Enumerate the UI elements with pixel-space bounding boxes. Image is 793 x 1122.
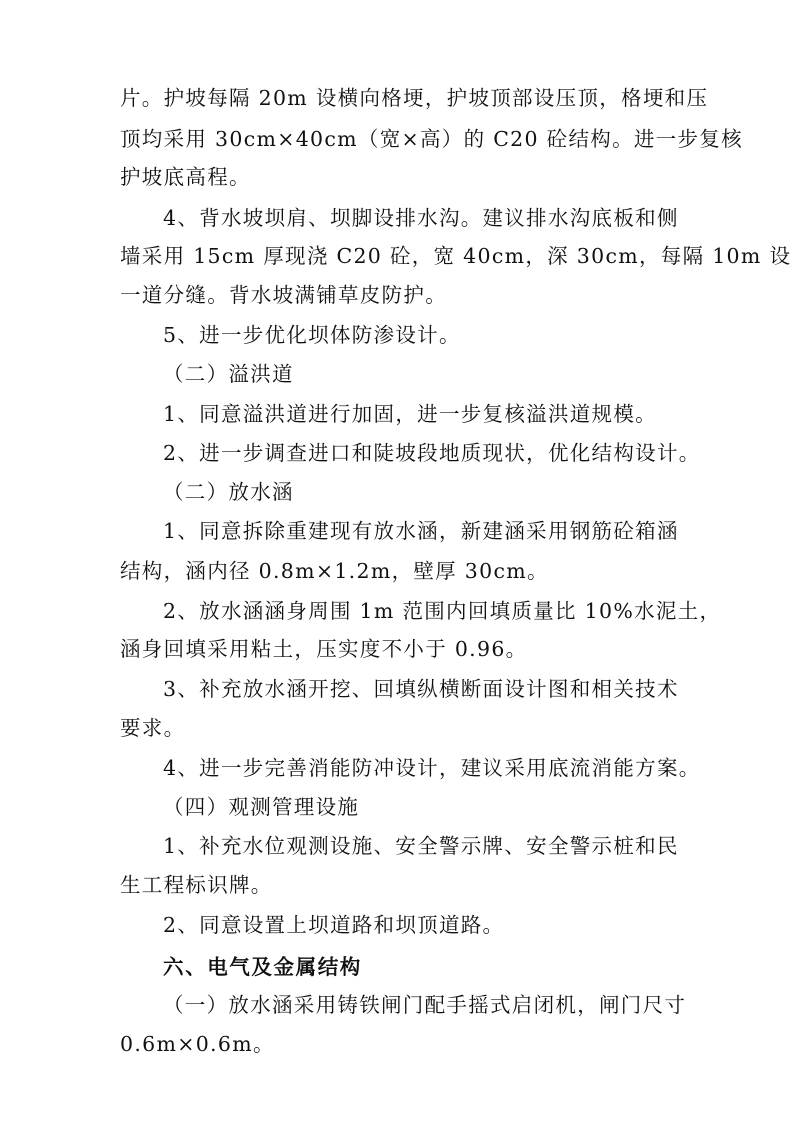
text-line: 5、进一步优化坝体防渗设计。 [163, 323, 461, 347]
text-line: 结构，涵内径 0.8m×1.2m，壁厚 30cm。 [120, 559, 549, 583]
text-line: 要求。 [120, 716, 186, 740]
text-line: 1、同意溢洪道进行加固，进一步复核溢洪道规模。 [163, 402, 657, 426]
text-line: 片。护坡每隔 20m 设横向格埂，护坡顶部设压顶，格埂和压 [120, 86, 709, 110]
text-line: 一道分缝。背水坡满铺草皮防护。 [120, 283, 447, 307]
text-line: 4、背水坡坝肩、坝脚设排水沟。建议排水沟底板和侧 [163, 206, 679, 230]
text-line: 4、进一步完善消能防冲设计，建议采用底流消能方案。 [163, 756, 701, 780]
text-line: 2、进一步调查进口和陡坡段地质现状，优化结构设计。 [163, 441, 701, 465]
section-heading: （二）溢洪道 [163, 362, 294, 386]
section-heading: （二）放水涵 [163, 480, 294, 504]
text-line: 1、同意拆除重建现有放水涵，新建涵采用钢筋砼箱涵 [163, 519, 679, 543]
section-heading: （四）观测管理设施 [163, 795, 360, 819]
text-line: （一）放水涵采用铸铁闸门配手摇式启闭机，闸门尺寸 [163, 993, 687, 1017]
text-line: 顶均采用 30cm×40cm（宽×高）的 C20 砼结构。进一步复核 [120, 127, 743, 151]
text-line: 1、补充水位观测设施、安全警示牌、安全警示桩和民 [163, 834, 679, 858]
text-line: 涵身回填采用粘土，压实度不小于 0.96。 [120, 637, 528, 661]
text-line: 0.6m×0.6m。 [120, 1032, 275, 1056]
text-line: 护坡底高程。 [120, 165, 251, 189]
text-line: 生工程标识牌。 [120, 873, 273, 897]
text-line: 2、放水涵涵身周围 1m 范围内回填质量比 10%水泥土， [163, 599, 722, 623]
text-line: 墙采用 15cm 厚现浇 C20 砼，宽 40cm，深 30cm，每隔 10m 设 [120, 244, 792, 268]
text-line: 3、补充放水涵开挖、回填纵横断面设计图和相关技术 [163, 677, 679, 701]
chapter-heading: 六、电气及金属结构 [163, 955, 362, 979]
text-line: 2、同意设置上坝道路和坝顶道路。 [163, 913, 505, 937]
